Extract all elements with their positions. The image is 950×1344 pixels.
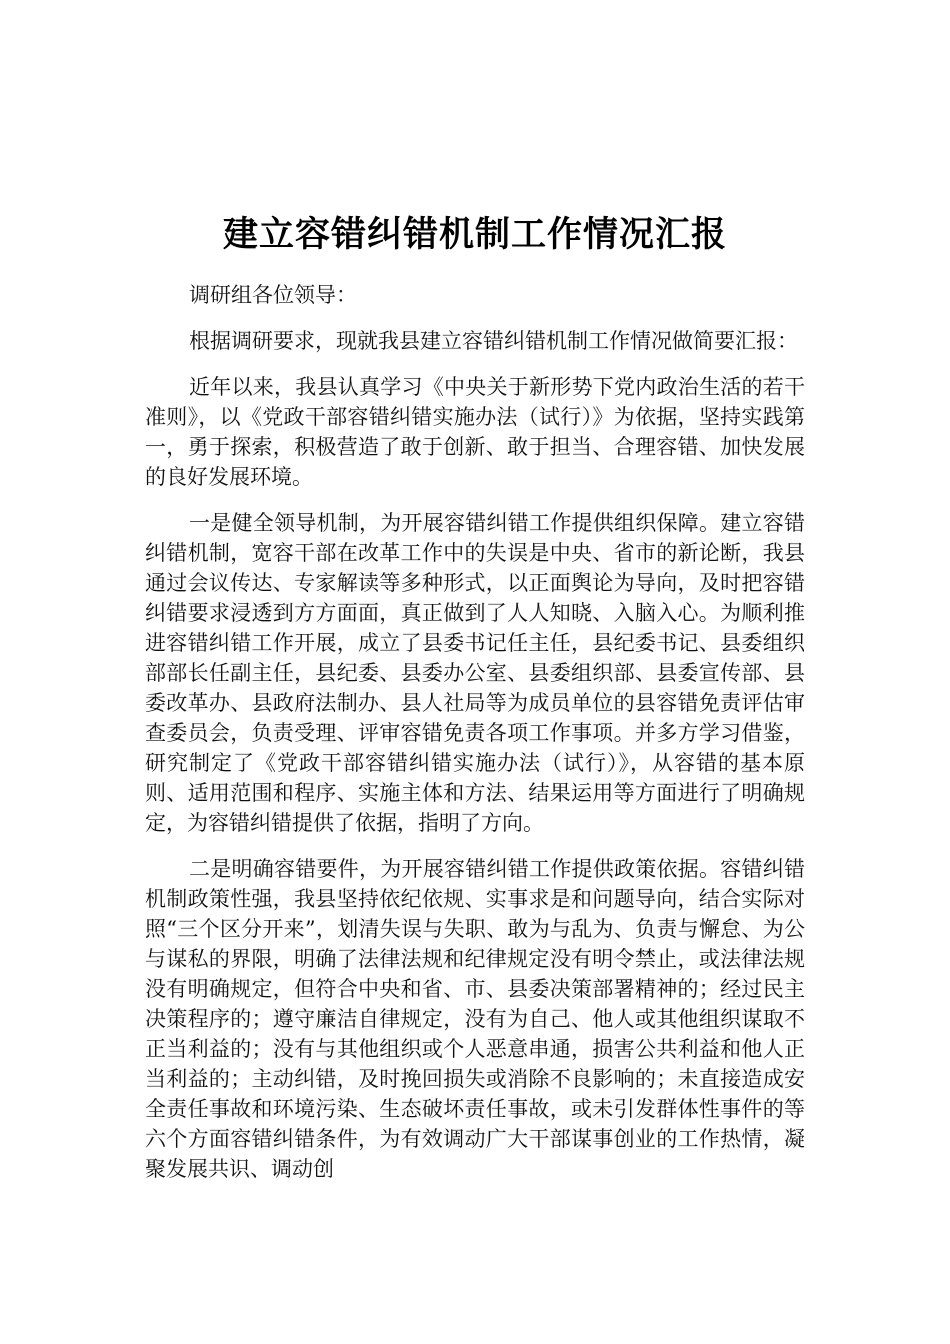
paragraph-point-two: 二是明确容错要件，为开展容错纠错工作提供政策依据。容错纠错机制政策性强，我县坚持依纪依规、实事求是和问题导向，结合实际对照“三个区分开来”，划清失误与失职、敢为与乱为、负责与懈怠、为公与谋私的界限，明确了法律法规和纪律规定没有明令禁止，或法律法规没有明确规定，但符合中央和省、市、县委决策部署精神的；经过民主决策程序的；遵守廉洁自律规定，没有为自己、他人或其他组织谋取不正当利益的；没有与其他组织或个人恶意串通，损害公共利益和他人正当利益的；主动纠错，及时挽回损失或消除不良影响的；未直接造成安全责任事故和环境污染、生态破坏责任事故，或未引发群体性事件的等六个方面容错纠错条件，为有效调动广大干部谋事创业的工作热情，凝聚发展共识、调动创 [145,857,805,1181]
document-title: 建立容错纠错机制工作情况汇报 [222,215,727,255]
paragraph-intro: 根据调研要求，现就我县建立容错纠错机制工作情况做简要汇报： [189,329,798,353]
paragraph-point-one: 一是健全领导机制，为开展容错纠错工作提供组织保障。建立容错纠错机制，宽容干部在改革工作中的失误是中央、省市的新论断，我县通过会议传达、专家解读等多种形式，以正面舆论为导向，及时把容错纠错要求浸透到方方面面，真正做到了人人知晓、入脑入心。为顺利推进容错纠错工作开展，成立了县委书记任主任，县纪委书记、县委组织部部长任副主任，县纪委、县委办公室、县委组织部、县委宣传部、县委改革办、县政府法制办、县人社局等为成员单位的县容错免责评估审查委员会，负责受理、评审容错免责各项工作事项。并多方学习借鉴，研究制定了《党政干部容错纠错实施办法（试行）》，从容错的基本原则、适用范围和程序、实施主体和方法、结果运用等方面进行了明确规定，为容错纠错提供了依据，指明了方向。 [145,511,805,835]
paragraph-salutation: 调研组各位领导： [189,283,357,307]
document-body [145,280,805,1200]
paragraph-overview: 近年以来，我县认真学习《中央关于新形势下党内政治生活的若干准则》，以《党政干部容错纠错实施办法（试行）》为依据，坚持实践第一，勇于探索，积极营造了敢于创新、敢于担当、合理容错、加快发展的良好发展环境。 [145,375,805,489]
